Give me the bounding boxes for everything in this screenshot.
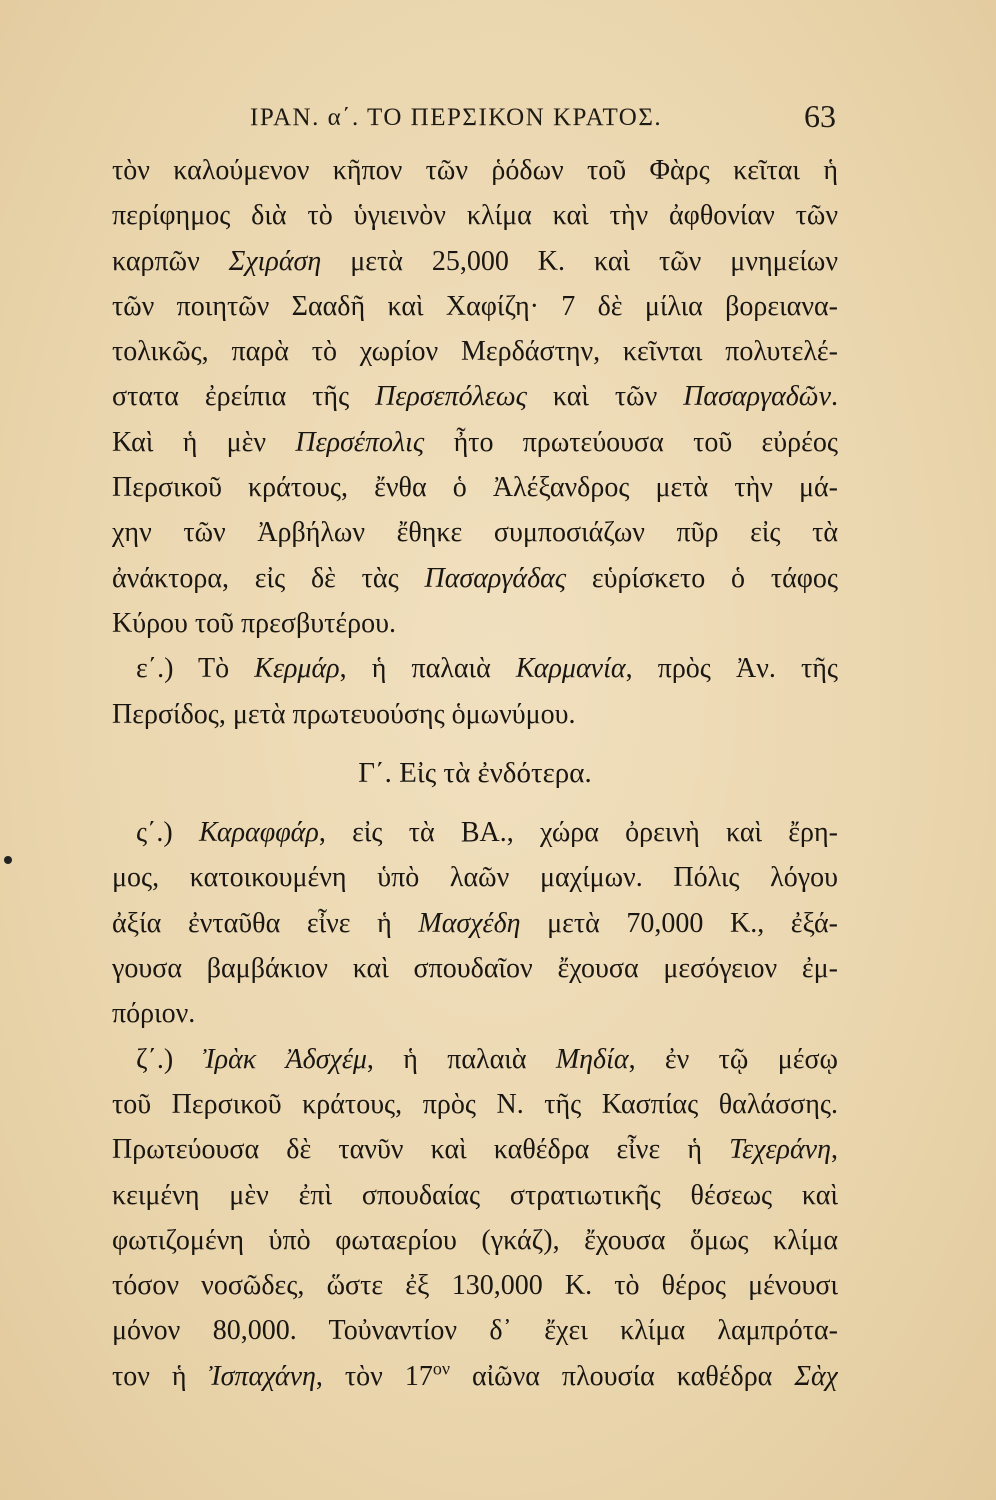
text-segment: πόριον. bbox=[112, 998, 196, 1030]
text-segment: ζ΄.) bbox=[136, 1043, 203, 1075]
text-line bbox=[112, 148, 838, 193]
text-segment: περίφημος διὰ τὸ ὑγιεινὸν κλίμα καὶ τὴν ἀφθονίαν τῶν bbox=[112, 200, 838, 232]
text-line bbox=[112, 1173, 838, 1218]
running-head: ΙΡΑΝ. α΄. ΤΟ ΠΕΡΣΙΚΟΝ ΚΡΑΤΟΣ. bbox=[250, 104, 663, 131]
margin-mark bbox=[4, 856, 12, 864]
text-line bbox=[112, 1082, 838, 1127]
page-number: 63 bbox=[804, 98, 836, 134]
text-segment: , ἐν τῷ μέσῳ bbox=[628, 1043, 838, 1075]
text-line bbox=[112, 374, 838, 419]
text-line bbox=[112, 420, 838, 465]
text-line bbox=[112, 991, 838, 1036]
text-segment: Περσικοῦ κράτους, ἔνθα ὁ Ἀλέξανδρος μετὰ τὴν μά- bbox=[112, 472, 838, 504]
text-segment: εὑρίσκετο ὁ τάφος bbox=[566, 562, 838, 594]
text-segment: Περσίδος, μετὰ πρωτευούσης ὁμωνύμου. bbox=[112, 698, 576, 730]
text-segment: , εἰς τὰ ΒΑ., χώρα ὀρεινὴ καὶ ἔρη- bbox=[318, 817, 838, 849]
text-segment: τόσον νοσῶδες, ὥστε ἐξ 130,000 Κ. τὸ θέρος μένουσι bbox=[112, 1270, 838, 1302]
text-line bbox=[112, 810, 838, 855]
text-segment: μετὰ 25,000 Κ. καὶ τῶν μνημείων bbox=[321, 245, 838, 277]
text-segment: φωτιζομένη ὑπὸ φωταερίου (γκάζ), ἔχουσα ὅμως κλίμα bbox=[112, 1224, 838, 1256]
text-segment: κειμένη μὲν ἐπὶ σπουδαίας στρατιωτικῆς θέσεως καὶ bbox=[112, 1179, 838, 1211]
italic-segment: Ἰρὰκ Ἀδσχέμ bbox=[202, 1043, 367, 1075]
italic-segment: Καραφφάρ bbox=[199, 817, 319, 849]
text-segment: ἀνάκτορα, εἰς δὲ τὰς bbox=[112, 562, 425, 594]
text-segment: , bbox=[831, 1134, 838, 1166]
text-segment: χην τῶν Ἀρβήλων ἔθηκε συμποσιάζων πῦρ εἰς τὰ bbox=[112, 517, 838, 549]
text-segment: Καὶ ἡ μὲν bbox=[112, 426, 296, 458]
text-line bbox=[112, 1308, 838, 1353]
text-segment: ς΄.) bbox=[136, 817, 199, 849]
text-segment: τον ἡ bbox=[112, 1360, 209, 1392]
text-line bbox=[112, 1037, 838, 1082]
italic-segment: Τεχεράνη bbox=[729, 1134, 831, 1166]
text-line bbox=[112, 284, 838, 329]
text-line bbox=[112, 193, 838, 238]
italic-segment: Κερμάρ bbox=[254, 653, 340, 685]
text-line bbox=[112, 946, 838, 991]
text-segment: ἦτο πρωτεύουσα τοῦ εὐρέος bbox=[424, 426, 838, 458]
text-line bbox=[112, 329, 838, 374]
italic-segment: Μασχέδη bbox=[418, 907, 521, 939]
italic-segment: Σὰχ bbox=[794, 1360, 838, 1392]
superscript: ον bbox=[432, 1358, 450, 1379]
text-segment: Κύρου τοῦ πρεσβυτέρου. bbox=[112, 607, 396, 639]
italic-segment: Περσεπόλεως bbox=[375, 381, 527, 413]
text-segment: τοῦ Περσικοῦ κράτους, πρὸς Ν. τῆς Κασπίας θαλάσσης. bbox=[112, 1088, 838, 1120]
text-segment: μετὰ 70,000 Κ., ἐξά- bbox=[520, 907, 838, 939]
text-line bbox=[112, 692, 838, 737]
text-segment: καὶ τῶν bbox=[526, 381, 684, 413]
text-line bbox=[112, 556, 838, 601]
text-segment: στατα ἐρείπια τῆς bbox=[112, 381, 376, 413]
text-segment: γουσα βαμβάκιον καὶ σπουδαῖον ἔχουσα μεσόγειον ἐμ- bbox=[112, 953, 838, 985]
text-segment: , τὸν 17 bbox=[315, 1360, 433, 1392]
body-text bbox=[112, 148, 838, 1399]
text-line bbox=[112, 465, 838, 510]
text-segment: . bbox=[831, 381, 838, 413]
italic-segment: Περσέπολις bbox=[295, 426, 425, 458]
italic-segment: Καρμανία bbox=[515, 653, 626, 685]
section-heading bbox=[112, 751, 838, 796]
text-segment: τὸν καλούμενον κῆπον τῶν ῥόδων τοῦ Φὰρς κεῖται ἡ bbox=[112, 155, 838, 186]
text-line bbox=[112, 1354, 838, 1399]
italic-segment: Ἰσπαχάνη bbox=[208, 1360, 316, 1392]
text-line bbox=[112, 1263, 838, 1308]
text-line bbox=[112, 646, 838, 691]
text-segment: , ἡ παλαιὰ bbox=[339, 653, 516, 685]
italic-segment: Πασαργαδῶν bbox=[683, 381, 831, 413]
text-line bbox=[112, 1127, 838, 1172]
page-header bbox=[112, 96, 848, 140]
text-segment: μος, κατοικουμένη ὑπὸ λαῶν μαχίμων. Πόλις λόγου bbox=[112, 862, 838, 894]
text-segment: τολικῶς, παρὰ τὸ χωρίον Μερδάστην, κεῖνται πολυτελέ- bbox=[112, 336, 838, 368]
text-line bbox=[112, 510, 838, 555]
text-segment: τῶν ποιητῶν Σααδῆ καὶ Χαφίζη· 7 δὲ μίλια βορειανα- bbox=[112, 290, 838, 322]
text-segment: Πρωτεύουσα δὲ τανῦν καὶ καθέδρα εἶνε ἡ bbox=[112, 1134, 730, 1166]
text-segment: μόνον 80,000. Τοὐναντίον δ᾽ ἔχει κλίμα λαμπρότα- bbox=[112, 1315, 838, 1347]
text-line bbox=[112, 855, 838, 900]
text-segment: , πρὸς Ἀν. τῆς bbox=[625, 653, 838, 685]
text-segment: Γ΄. Εἰς τὰ ἐνδότερα. bbox=[358, 756, 592, 789]
italic-segment: Πασαργάδας bbox=[424, 562, 567, 594]
text-segment: ἀξία ἐνταῦθα εἶνε ἡ bbox=[112, 907, 419, 939]
italic-segment: Σχιράση bbox=[228, 245, 322, 277]
text-line bbox=[112, 601, 838, 646]
text-line bbox=[112, 1218, 838, 1263]
text-segment: αἰῶνα πλουσία καθέδρα bbox=[449, 1360, 795, 1392]
italic-segment: Μηδία bbox=[555, 1043, 629, 1075]
text-segment: καρπῶν bbox=[112, 245, 229, 277]
text-line bbox=[112, 901, 838, 946]
text-line bbox=[112, 239, 838, 284]
text-segment: , ἡ παλαιὰ bbox=[366, 1043, 556, 1075]
text-segment: ε΄.) Τὸ bbox=[136, 653, 255, 685]
